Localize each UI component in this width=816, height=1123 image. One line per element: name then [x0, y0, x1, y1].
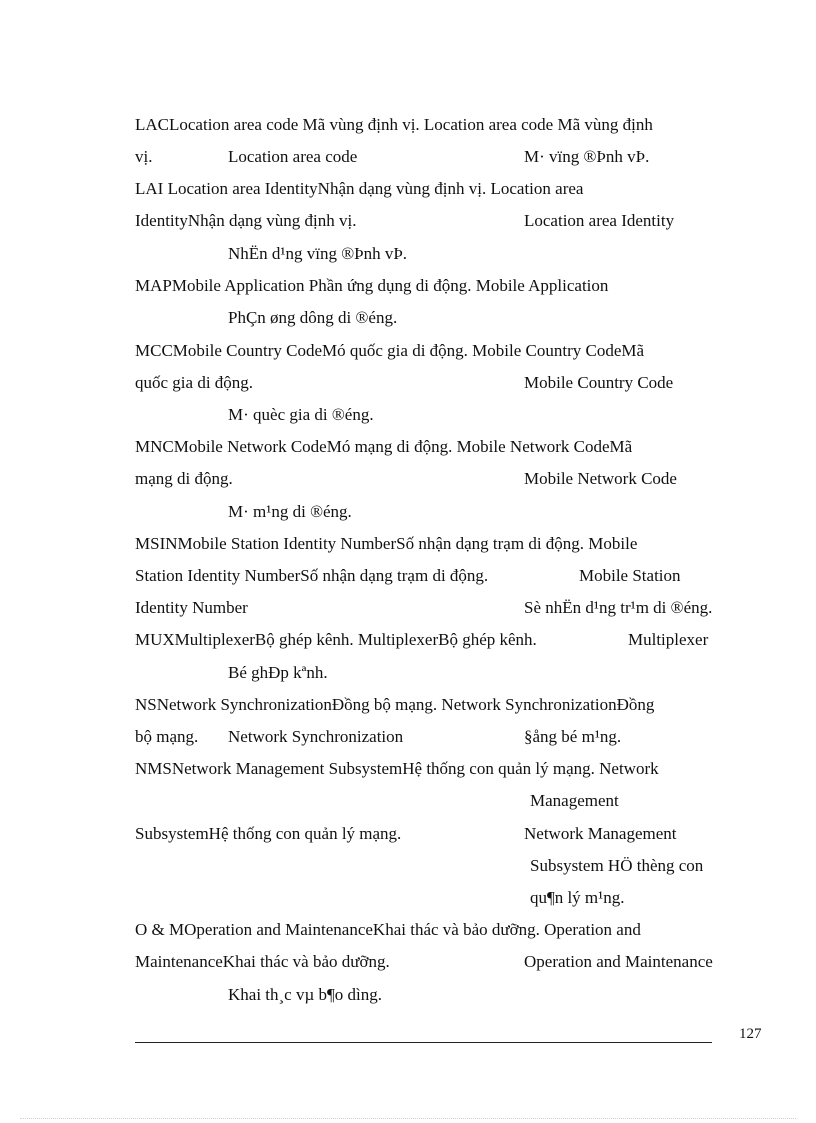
- text-line: Network Synchronization: [228, 727, 404, 746]
- text-line: Mobile Network Code: [524, 469, 677, 488]
- text-line: Mobile Station: [579, 566, 681, 585]
- text-line: O & MOperation and MaintenanceKhai thác và bảo dưỡng. Operation and: [135, 920, 641, 939]
- text-line: SubsystemHệ thống con quản lý mạng.: [135, 824, 402, 843]
- text-line: bộ mạng.: [135, 727, 199, 746]
- text-line: Network Management: [524, 824, 677, 843]
- text-line: M· vïng ®Þnh vÞ.: [524, 147, 650, 166]
- text-line: MNCMobile Network CodeMó mạng di động. Mobile Network CodeMã: [135, 437, 633, 456]
- text-line: NSNetwork SynchronizationĐồng bộ mạng. Network SynchronizationĐồng: [135, 695, 655, 714]
- text-line: LACLocation area code Mã vùng định vị. Location area code Mã vùng định: [135, 115, 653, 134]
- text-line: NhËn d¹ng vïng ®Þnh vÞ.: [228, 244, 408, 263]
- text-line: PhÇn øng dông di ®éng.: [228, 308, 398, 327]
- text-line: §ång bé m¹ng.: [524, 727, 622, 746]
- text-line: Sè nhËn d¹ng tr¹m di ®éng.: [524, 598, 713, 617]
- text-line: Mobile Country Code: [524, 373, 674, 392]
- text-line: mạng di động.: [135, 469, 233, 488]
- page-bottom-border: [20, 1118, 796, 1119]
- text-line: Location area Identity: [524, 211, 675, 230]
- text-line: MAPMobile Application Phần ứng dụng di động. Mobile Application: [135, 276, 609, 295]
- text-line: Station Identity NumberSố nhận dạng trạm di động.: [135, 566, 489, 585]
- text-line: MSINMobile Station Identity NumberSố nhận dạng trạm di động. Mobile: [135, 534, 638, 553]
- text-line: Multiplexer: [628, 630, 709, 649]
- text-line: IdentityNhận dạng vùng định vị.: [135, 211, 357, 230]
- text-line: Subsystem HÖ thèng con: [530, 856, 704, 875]
- text-line: qu¶n lý m¹ng.: [530, 888, 625, 907]
- text-line: MaintenanceKhai thác và bảo dưỡng.: [135, 952, 390, 971]
- text-line: M· quèc gia di ®éng.: [228, 405, 374, 424]
- page-number: 127: [739, 1026, 762, 1042]
- text-line: LAI Location area IdentityNhận dạng vùng định vị. Location area: [135, 179, 584, 198]
- footer-rule: [135, 1042, 712, 1043]
- text-line: vị.: [135, 147, 153, 166]
- text-line: Bé ghÐp kªnh.: [228, 663, 328, 682]
- text-line: MUXMultiplexerBộ ghép kênh. MultiplexerBộ ghép kênh.: [135, 630, 537, 649]
- text-line: Khai th¸c vµ b¶o dìng.: [228, 985, 382, 1004]
- text-line: Operation and Maintenance: [524, 952, 713, 971]
- text-line: M· m¹ng di ®éng.: [228, 502, 352, 521]
- text-line: Management: [530, 791, 619, 810]
- text-line: NMSNetwork Management SubsystemHệ thống con quản lý mạng. Network: [135, 759, 659, 778]
- text-line: MCCMobile Country CodeMó quốc gia di động. Mobile Country CodeMã: [135, 341, 645, 360]
- text-line: Identity Number: [135, 598, 248, 617]
- text-line: Location area code: [228, 147, 358, 166]
- text-line: quốc gia di động.: [135, 373, 254, 392]
